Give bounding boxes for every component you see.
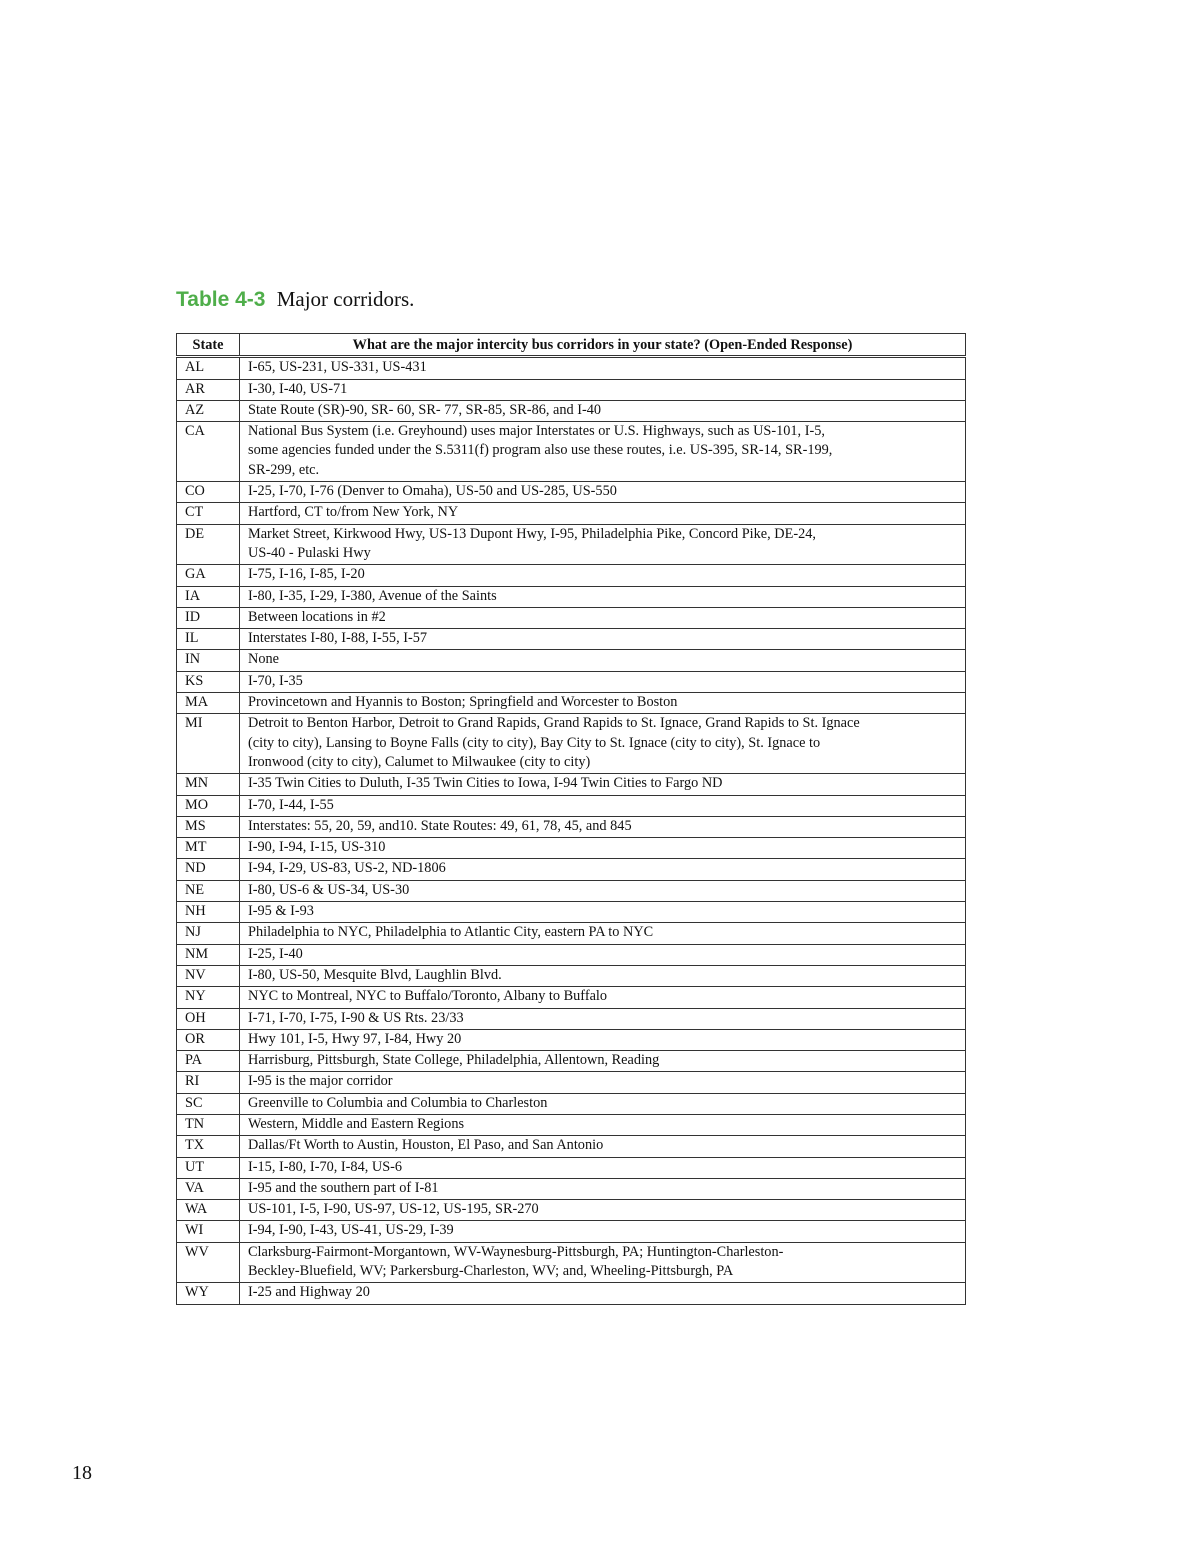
corridor-cell: Western, Middle and Eastern Regions <box>240 1114 966 1135</box>
table-row <box>177 482 966 503</box>
table-row <box>177 607 966 628</box>
state-cell: OR <box>177 1029 240 1050</box>
state-cell: MA <box>177 693 240 714</box>
state-cell: RI <box>177 1072 240 1093</box>
state-cell: UT <box>177 1157 240 1178</box>
table-row <box>177 1178 966 1199</box>
corridor-cell: US-101, I-5, I-90, US-97, US-12, US-195, SR-270 <box>240 1200 966 1221</box>
table-row <box>177 1072 966 1093</box>
state-cell: MO <box>177 795 240 816</box>
table-row <box>177 503 966 524</box>
state-cell: DE <box>177 524 240 565</box>
corridor-cell: National Bus System (i.e. Greyhound) uses major Interstates or U.S. Highways, such as US-101, I-5, some agencies funded under the S.5311(f) program also use these routes, i.e. US-395, SR-14, SR-199, SR-299, etc. <box>240 422 966 482</box>
state-cell: TN <box>177 1114 240 1135</box>
corridor-cell: Between locations in #2 <box>240 607 966 628</box>
table-row <box>177 1093 966 1114</box>
table-body <box>177 357 966 1304</box>
table-number: Table 4-3 <box>176 288 266 311</box>
corridor-cell: I-70, I-44, I-55 <box>240 795 966 816</box>
corridor-cell: I-95 is the major corridor <box>240 1072 966 1093</box>
table-row <box>177 838 966 859</box>
table-row <box>177 1136 966 1157</box>
table-row <box>177 1114 966 1135</box>
corridor-cell: I-65, US-231, US-331, US-431 <box>240 357 966 379</box>
table-header-row <box>177 334 966 357</box>
state-cell: SC <box>177 1093 240 1114</box>
corridor-cell: I-25, I-40 <box>240 944 966 965</box>
corridor-cell: State Route (SR)-90, SR- 60, SR- 77, SR-85, SR-86, and I-40 <box>240 400 966 421</box>
table-row <box>177 944 966 965</box>
state-cell: AZ <box>177 400 240 421</box>
state-cell: OH <box>177 1008 240 1029</box>
corridor-cell: Greenville to Columbia and Columbia to Charleston <box>240 1093 966 1114</box>
state-cell: KS <box>177 671 240 692</box>
corridor-cell: I-25, I-70, I-76 (Denver to Omaha), US-50 and US-285, US-550 <box>240 482 966 503</box>
state-cell: IN <box>177 650 240 671</box>
table-row <box>177 400 966 421</box>
corridor-cell: I-30, I-40, US-71 <box>240 379 966 400</box>
corridor-cell: Detroit to Benton Harbor, Detroit to Grand Rapids, Grand Rapids to St. Ignace, Grand Rapids to St. Ignace (city to city), Lansing to Boyne Falls (city to city), Bay City to St. Ignace (city to city), St. Ignace to Ironwood (city to city), Calumet to Milwaukee (city to city) <box>240 714 966 774</box>
page-number: 18 <box>72 1462 92 1484</box>
table-row <box>177 1051 966 1072</box>
corridor-cell: I-15, I-80, I-70, I-84, US-6 <box>240 1157 966 1178</box>
corridor-cell: I-80, US-6 & US-34, US-30 <box>240 880 966 901</box>
table-row <box>177 1200 966 1221</box>
table-row <box>177 650 966 671</box>
corridor-cell: I-70, I-35 <box>240 671 966 692</box>
state-cell: GA <box>177 565 240 586</box>
table-caption <box>176 287 414 312</box>
table-row <box>177 422 966 482</box>
table-row <box>177 671 966 692</box>
state-cell: NH <box>177 902 240 923</box>
table-row <box>177 586 966 607</box>
table-row <box>177 629 966 650</box>
table-row <box>177 795 966 816</box>
state-cell: WI <box>177 1221 240 1242</box>
table-row <box>177 357 966 379</box>
state-cell: WV <box>177 1242 240 1283</box>
table-row <box>177 987 966 1008</box>
corridor-cell: I-80, US-50, Mesquite Blvd, Laughlin Blvd. <box>240 965 966 986</box>
state-cell: ID <box>177 607 240 628</box>
table-row <box>177 379 966 400</box>
state-cell: CA <box>177 422 240 482</box>
state-cell: VA <box>177 1178 240 1199</box>
corridor-cell: I-25 and Highway 20 <box>240 1283 966 1304</box>
corridor-cell: I-95 and the southern part of I-81 <box>240 1178 966 1199</box>
table-row <box>177 859 966 880</box>
table-row <box>177 880 966 901</box>
state-cell: NY <box>177 987 240 1008</box>
state-cell: AR <box>177 379 240 400</box>
header-response: What are the major intercity bus corridors in your state? (Open-Ended Response) <box>240 334 966 357</box>
table-row <box>177 565 966 586</box>
state-cell: MT <box>177 838 240 859</box>
table-row <box>177 774 966 795</box>
corridor-cell: Hwy 101, I-5, Hwy 97, I-84, Hwy 20 <box>240 1029 966 1050</box>
table-row <box>177 1242 966 1283</box>
table-row <box>177 1008 966 1029</box>
corridors-table <box>176 333 966 1305</box>
table-row <box>177 1283 966 1304</box>
state-cell: CT <box>177 503 240 524</box>
corridor-cell: Provincetown and Hyannis to Boston; Springfield and Worcester to Boston <box>240 693 966 714</box>
table-row <box>177 816 966 837</box>
header-state: State <box>177 334 240 357</box>
corridor-cell: I-94, I-90, I-43, US-41, US-29, I-39 <box>240 1221 966 1242</box>
table-row <box>177 693 966 714</box>
corridor-cell: Philadelphia to NYC, Philadelphia to Atlantic City, eastern PA to NYC <box>240 923 966 944</box>
corridor-cell: Interstates: 55, 20, 59, and10. State Routes: 49, 61, 78, 45, and 845 <box>240 816 966 837</box>
state-cell: NE <box>177 880 240 901</box>
corridor-cell: I-90, I-94, I-15, US-310 <box>240 838 966 859</box>
state-cell: IL <box>177 629 240 650</box>
table-row <box>177 1157 966 1178</box>
corridor-cell: I-95 & I-93 <box>240 902 966 923</box>
corridor-cell: NYC to Montreal, NYC to Buffalo/Toronto, Albany to Buffalo <box>240 987 966 1008</box>
table-row <box>177 902 966 923</box>
corridor-cell: I-94, I-29, US-83, US-2, ND-1806 <box>240 859 966 880</box>
table-title: Major corridors. <box>276 287 415 311</box>
corridor-cell: I-80, I-35, I-29, I-380, Avenue of the Saints <box>240 586 966 607</box>
table-row <box>177 1221 966 1242</box>
state-cell: NV <box>177 965 240 986</box>
state-cell: NJ <box>177 923 240 944</box>
state-cell: WY <box>177 1283 240 1304</box>
state-cell: ND <box>177 859 240 880</box>
table-row <box>177 923 966 944</box>
corridor-cell: I-71, I-70, I-75, I-90 & US Rts. 23/33 <box>240 1008 966 1029</box>
state-cell: MN <box>177 774 240 795</box>
corridor-cell: Interstates I-80, I-88, I-55, I-57 <box>240 629 966 650</box>
state-cell: IA <box>177 586 240 607</box>
table-row <box>177 965 966 986</box>
corridor-cell: Clarksburg-Fairmont-Morgantown, WV-Waynesburg-Pittsburgh, PA; Huntington-Charleston- Beckley-Bluefield, WV; Parkersburg-Charleston, WV; and, Wheeling-Pittsburgh, PA <box>240 1242 966 1283</box>
state-cell: PA <box>177 1051 240 1072</box>
corridor-cell: Market Street, Kirkwood Hwy, US-13 Dupont Hwy, I-95, Philadelphia Pike, Concord Pike, DE-24, US-40 - Pulaski Hwy <box>240 524 966 565</box>
corridor-cell: I-75, I-16, I-85, I-20 <box>240 565 966 586</box>
corridor-cell: Harrisburg, Pittsburgh, State College, Philadelphia, Allentown, Reading <box>240 1051 966 1072</box>
corridor-cell: None <box>240 650 966 671</box>
corridor-cell: Hartford, CT to/from New York, NY <box>240 503 966 524</box>
state-cell: WA <box>177 1200 240 1221</box>
state-cell: NM <box>177 944 240 965</box>
corridor-cell: Dallas/Ft Worth to Austin, Houston, El Paso, and San Antonio <box>240 1136 966 1157</box>
state-cell: MI <box>177 714 240 774</box>
table-row <box>177 1029 966 1050</box>
state-cell: CO <box>177 482 240 503</box>
state-cell: AL <box>177 357 240 379</box>
table-row <box>177 524 966 565</box>
table-row <box>177 714 966 774</box>
state-cell: TX <box>177 1136 240 1157</box>
corridor-cell: I-35 Twin Cities to Duluth, I-35 Twin Cities to Iowa, I-94 Twin Cities to Fargo ND <box>240 774 966 795</box>
state-cell: MS <box>177 816 240 837</box>
